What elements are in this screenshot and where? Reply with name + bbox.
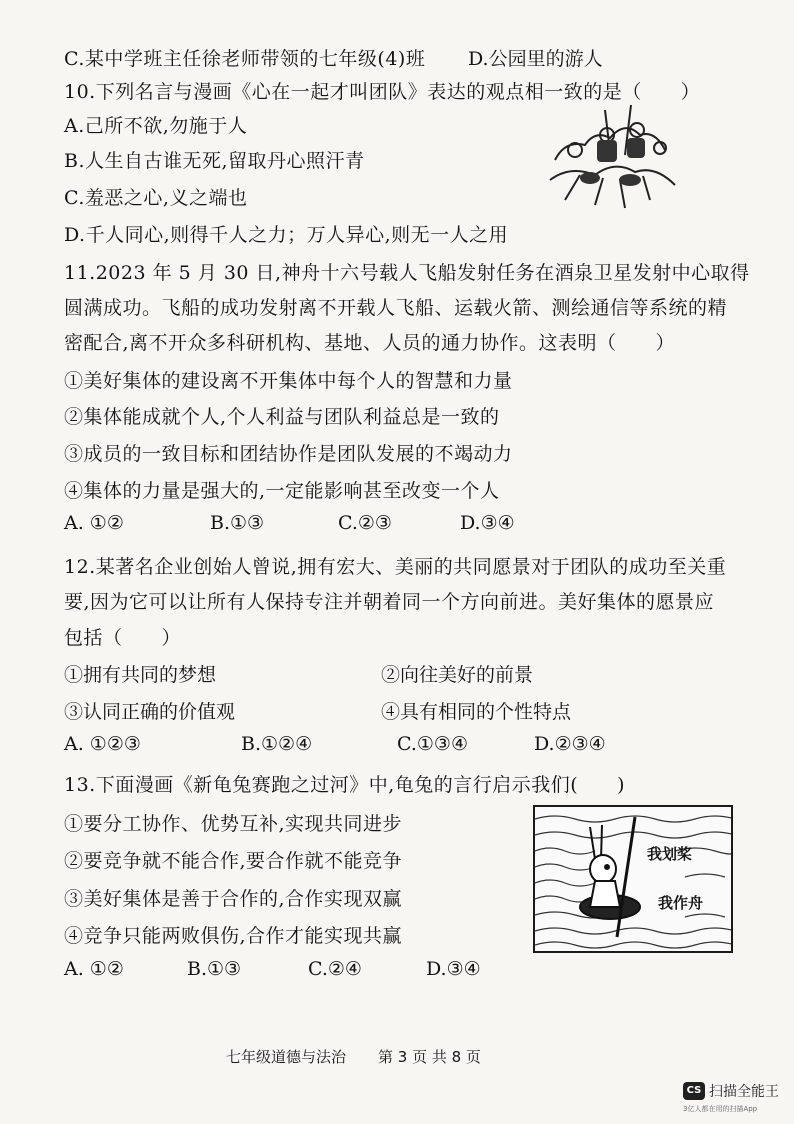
footer-page-number: 第 3 页 共 8 页: [378, 1048, 481, 1066]
q11-statement-4: ④集体的力量是强大的,一定能影响甚至改变一个人: [64, 480, 500, 502]
q12-option-d: D.②③④: [534, 733, 606, 755]
cartoon-speech-hare: 我划桨: [647, 845, 693, 863]
q11-option-b: B.①③: [210, 512, 265, 534]
q11-stem-line-2: 圆满成功。飞船的成功发射离不开载人飞船、运载火箭、测绘通信等系统的精: [64, 297, 728, 319]
q10-option-d: D.千人同心,则得千人之力；万人异心,则无一人之用: [64, 224, 509, 246]
q12-statement-4: ④具有相同的个性特点: [381, 701, 572, 723]
cartoon-speech-tortoise: 我作舟: [658, 894, 704, 912]
q12-stem-line-2: 要,因为它可以让所有人保持专注并朝着同一个方向前进。美好集体的愿景应: [64, 591, 715, 613]
footer-subject: 七年级道德与法治: [226, 1048, 347, 1066]
q10-option-b: B.人生自古谁无死,留取丹心照汗青: [64, 150, 365, 172]
tortoise-hare-cartoon: [533, 805, 733, 953]
scanner-logo-icon: CS: [683, 1082, 705, 1100]
q11-option-c: C.②③: [338, 512, 392, 534]
q12-option-c: C.①③④: [397, 733, 468, 755]
q9-option-d: D.公园里的游人: [468, 48, 603, 70]
scanner-app-name: 扫描全能王: [709, 1084, 779, 1100]
q10-option-a: A.己所不欲,勿施于人: [64, 115, 248, 137]
q12-option-b: B.①②④: [241, 733, 313, 755]
q12-stem-line-3: 包括（ ）: [64, 627, 182, 649]
q12-option-a: A. ①②③: [64, 733, 141, 755]
q13-stem: 13.下面漫画《新龟兔赛跑之过河》中,龟兔的言行启示我们( ): [64, 774, 626, 796]
q11-statement-3: ③成员的一致目标和团结协作是团队发展的不竭动力: [64, 443, 513, 465]
q11-statement-1: ①美好集体的建设离不开集体中每个人的智慧和力量: [64, 370, 513, 392]
q13-statement-1: ①要分工协作、优势互补,实现共同进步: [64, 813, 403, 835]
q13-statement-4: ④竞争只能两败俱伤,合作才能实现共赢: [64, 925, 403, 947]
q11-option-d: D.③④: [460, 512, 515, 534]
scanner-watermark: [683, 1078, 794, 1118]
q11-stem-line-3: 密配合,离不开众多科研机构、基地、人员的通力协作。这表明（ ）: [64, 332, 676, 354]
q11-stem-line-1: 11.2023 年 5 月 30 日,神舟十六号载人飞船发射任务在酒泉卫星发射中心取得: [64, 262, 750, 284]
q13-option-a: A. ①②: [64, 958, 124, 980]
q9-option-c: C.某中学班主任徐老师带领的七年级(4)班: [64, 48, 426, 70]
q12-statement-3: ③认同正确的价值观: [64, 701, 236, 723]
q11-option-a: A. ①②: [64, 512, 124, 534]
q12-stem-line-1: 12.某著名企业创始人曾说,拥有宏大、美丽的共同愿景对于团队的成功至关重: [64, 556, 727, 578]
q10-option-c: C.羞恶之心,义之端也: [64, 187, 248, 209]
q12-statement-1: ①拥有共同的梦想: [64, 664, 217, 686]
q11-statement-2: ②集体能成就个人,个人利益与团队利益总是一致的: [64, 406, 500, 428]
q13-statement-3: ③美好集体是善于合作的,合作实现双赢: [64, 888, 403, 910]
q12-statement-2: ②向往美好的前景: [381, 664, 534, 686]
q13-statement-2: ②要竞争就不能合作,要合作就不能竞争: [64, 850, 403, 872]
q13-option-d: D.③④: [426, 958, 481, 980]
q13-option-b: B.①③: [187, 958, 242, 980]
team-cartoon-illustration: [535, 100, 685, 220]
scanner-tagline: 3亿人都在用的扫描App: [683, 1105, 758, 1113]
q10-stem: 10.下列名言与漫画《心在一起才叫团队》表达的观点相一致的是（ ）: [64, 81, 701, 103]
river-crossing-drawing: [535, 807, 731, 951]
q13-option-c: C.②④: [308, 958, 362, 980]
